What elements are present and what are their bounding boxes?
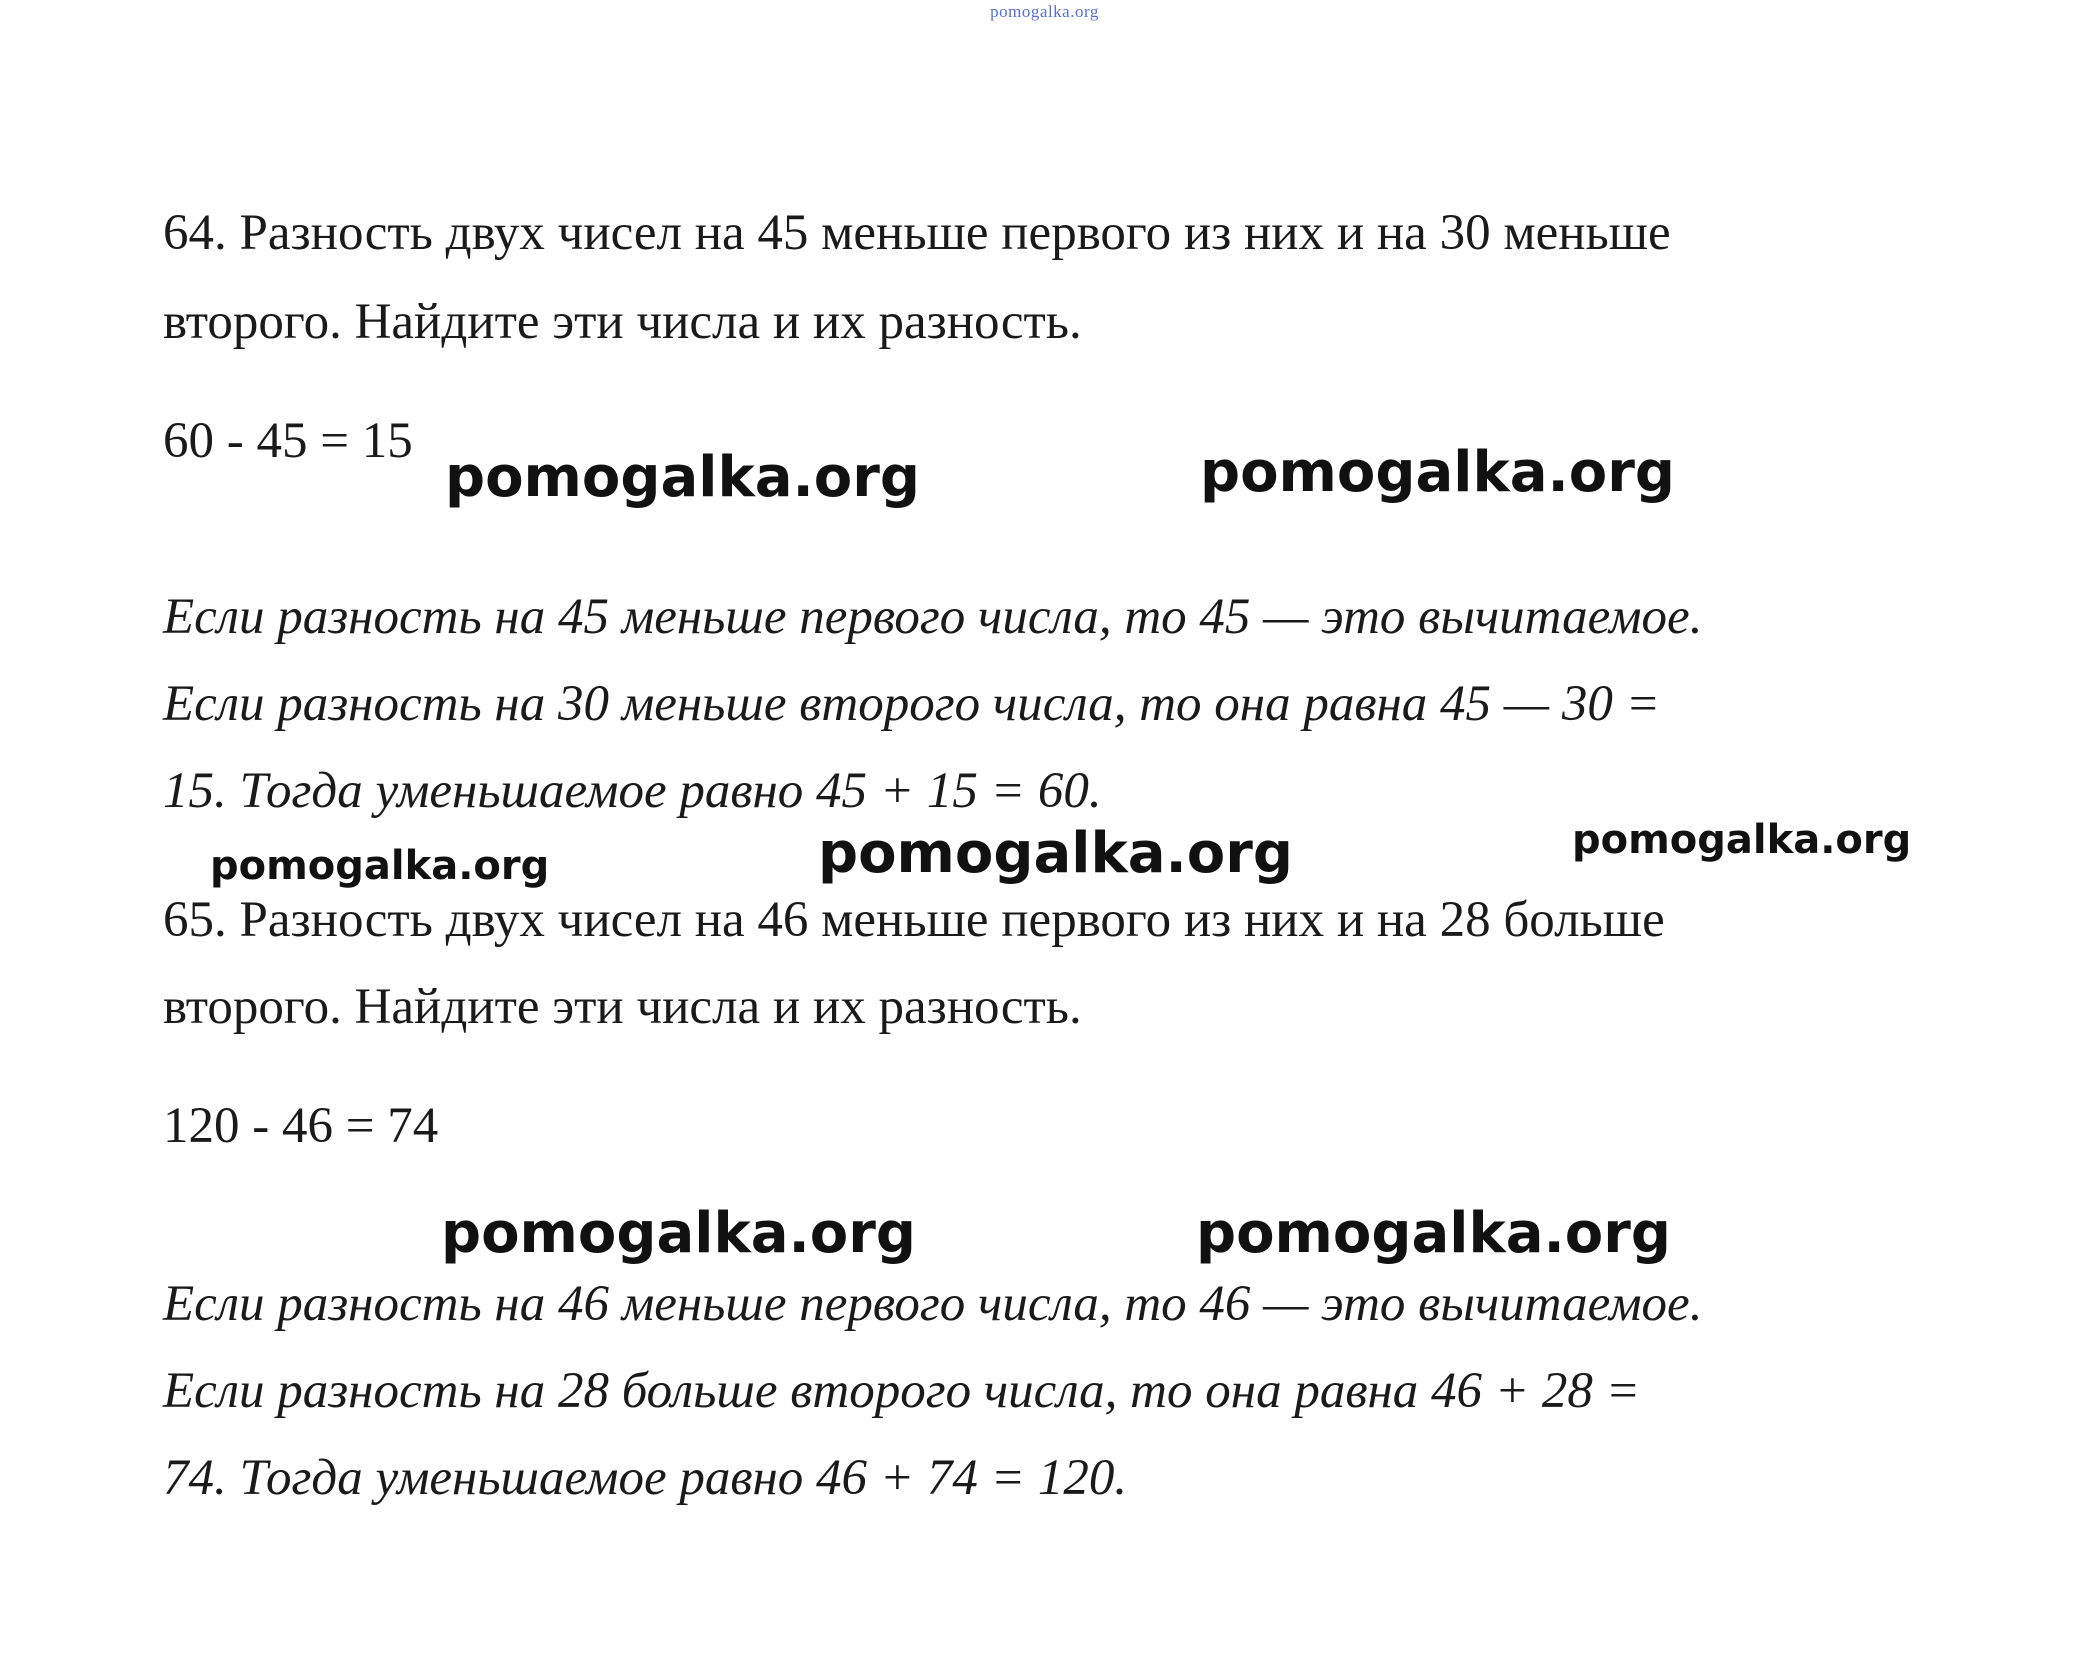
problem-65-solution-line-3: 74. Тогда уменьшаемое равно 46 + 74 = 120.: [163, 1450, 1128, 1506]
problem-64-solution-line-3: 15. Тогда уменьшаемое равно 45 + 15 = 60.: [163, 763, 1102, 819]
watermark-logo: pomogalka.org: [210, 843, 550, 889]
watermark-logo: pomogalka.org: [445, 445, 920, 510]
watermark-logo: pomogalka.org: [1200, 440, 1675, 505]
problem-65-solution-line-2: Если разность на 28 больше второго числа, то она равна 46 + 28 =: [163, 1363, 1641, 1419]
problem-64-question-line-2: второго. Найдите эти числа и их разность.: [163, 294, 1082, 350]
problem-64-solution-line-2: Если разность на 30 меньше второго числа, то она равна 45 — 30 =: [163, 676, 1661, 732]
watermark-logo: pomogalka.org: [1196, 1201, 1671, 1266]
header-watermark: pomogalka.org: [990, 2, 1099, 21]
problem-64-equation: 60 - 45 = 15: [163, 413, 413, 469]
watermark-logo: pomogalka.org: [441, 1201, 916, 1266]
watermark-logo: pomogalka.org: [1572, 817, 1912, 863]
problem-65-question-line-1: 65. Разность двух чисел на 46 меньше первого из них и на 28 больше: [163, 892, 1665, 948]
problem-65-equation: 120 - 46 = 74: [163, 1098, 439, 1154]
problem-64-solution-line-1: Если разность на 45 меньше первого числа, то 45 — это вычитаемое.: [163, 589, 1703, 645]
problem-64-question-line-1: 64. Разность двух чисел на 45 меньше первого из них и на 30 меньше: [163, 205, 1671, 261]
watermark-logo: pomogalka.org: [818, 821, 1293, 886]
problem-65-question-line-2: второго. Найдите эти числа и их разность.: [163, 979, 1082, 1035]
problem-65-solution-line-1: Если разность на 46 меньше первого числа, то 46 — это вычитаемое.: [163, 1276, 1703, 1332]
